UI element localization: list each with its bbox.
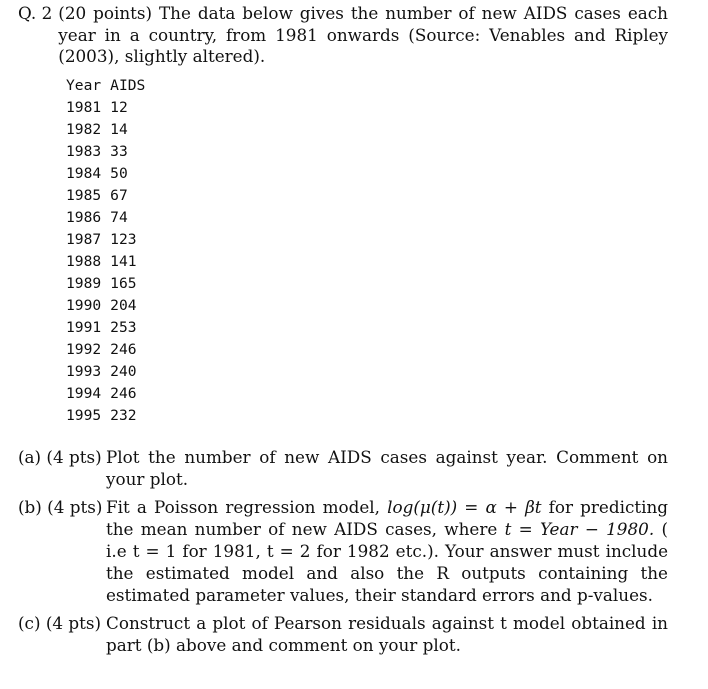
aids-cell: 246 [110,385,137,402]
aids-cell: 14 [110,121,128,138]
part-c-label: (c) (4 pts) [18,613,102,633]
year-cell: 1995 [66,407,102,424]
year-cell: 1983 [66,143,102,160]
table-row [66,317,145,339]
year-cell: 1992 [66,341,102,358]
column-header-aids: AIDS [110,77,146,94]
year-cell: 1990 [66,297,102,314]
aids-cell: 141 [110,253,137,270]
part-b-text [106,496,668,606]
model-equation: log(μ(t)) = α + βt [387,497,542,517]
aids-cell: 240 [110,363,137,380]
aids-cell: 165 [110,275,137,292]
question-label: Q. 2 [18,3,53,23]
question-parts [18,446,668,662]
part-c [18,612,668,656]
table-row [66,163,145,185]
table-row [66,405,145,427]
aids-cell: 67 [110,187,128,204]
table-row [66,97,145,119]
year-cell: 1984 [66,165,102,182]
aids-cell: 232 [110,407,137,424]
table-row [66,119,145,141]
part-b-text-post: ( i.e t = 1 for 1981, t = 2 for 1982 etc.). Your answer must include the estimated model and also the R outputs containing the estimated parameter values, their standard errors and p-values. [106,519,668,605]
table-row [66,383,145,405]
table-row [66,251,145,273]
table-row [66,361,145,383]
aids-data-table [66,75,145,427]
year-cell: 1989 [66,275,102,292]
table-row [66,273,145,295]
aids-cell: 50 [110,165,128,182]
question-text: (20 points) The data below gives the number of new AIDS cases each year in a country, from 1981 onwards (Source: Venables and Ripley (2003), slightly altered). [58,3,668,66]
t-definition: t = Year − 1980. [504,519,655,539]
table-row [66,207,145,229]
aids-cell: 74 [110,209,128,226]
part-a [18,446,668,490]
year-cell: 1994 [66,385,102,402]
year-cell: 1987 [66,231,102,248]
aids-cell: 123 [110,231,137,248]
part-a-text: Plot the number of new AIDS cases against year. Comment on your plot. [106,447,668,489]
table-row [66,185,145,207]
table-row [66,339,145,361]
aids-cell: 12 [110,99,128,116]
year-cell: 1982 [66,121,102,138]
table-row [66,229,145,251]
part-b [18,496,668,606]
aids-cell: 253 [110,319,137,336]
table-header-row [66,75,145,97]
table-row [66,141,145,163]
question-heading [18,3,668,68]
year-cell: 1993 [66,363,102,380]
part-b-label: (b) (4 pts) [18,497,103,517]
year-cell: 1981 [66,99,102,116]
year-cell: 1991 [66,319,102,336]
part-b-text-pre: Fit a Poisson regression model, [106,497,388,517]
part-c-text: Construct a plot of Pearson residuals against t model obtained in part (b) above and comment on your plot. [106,613,668,655]
aids-cell: 33 [110,143,128,160]
year-cell: 1988 [66,253,102,270]
part-b-text-mid: for predicting the mean number of new AIDS cases, where [106,497,669,539]
aids-cell: 204 [110,297,137,314]
aids-cell: 246 [110,341,137,358]
column-header-year: Year [66,77,102,94]
table-row [66,295,145,317]
year-cell: 1986 [66,209,102,226]
part-a-label: (a) (4 pts) [18,447,102,467]
year-cell: 1985 [66,187,102,204]
